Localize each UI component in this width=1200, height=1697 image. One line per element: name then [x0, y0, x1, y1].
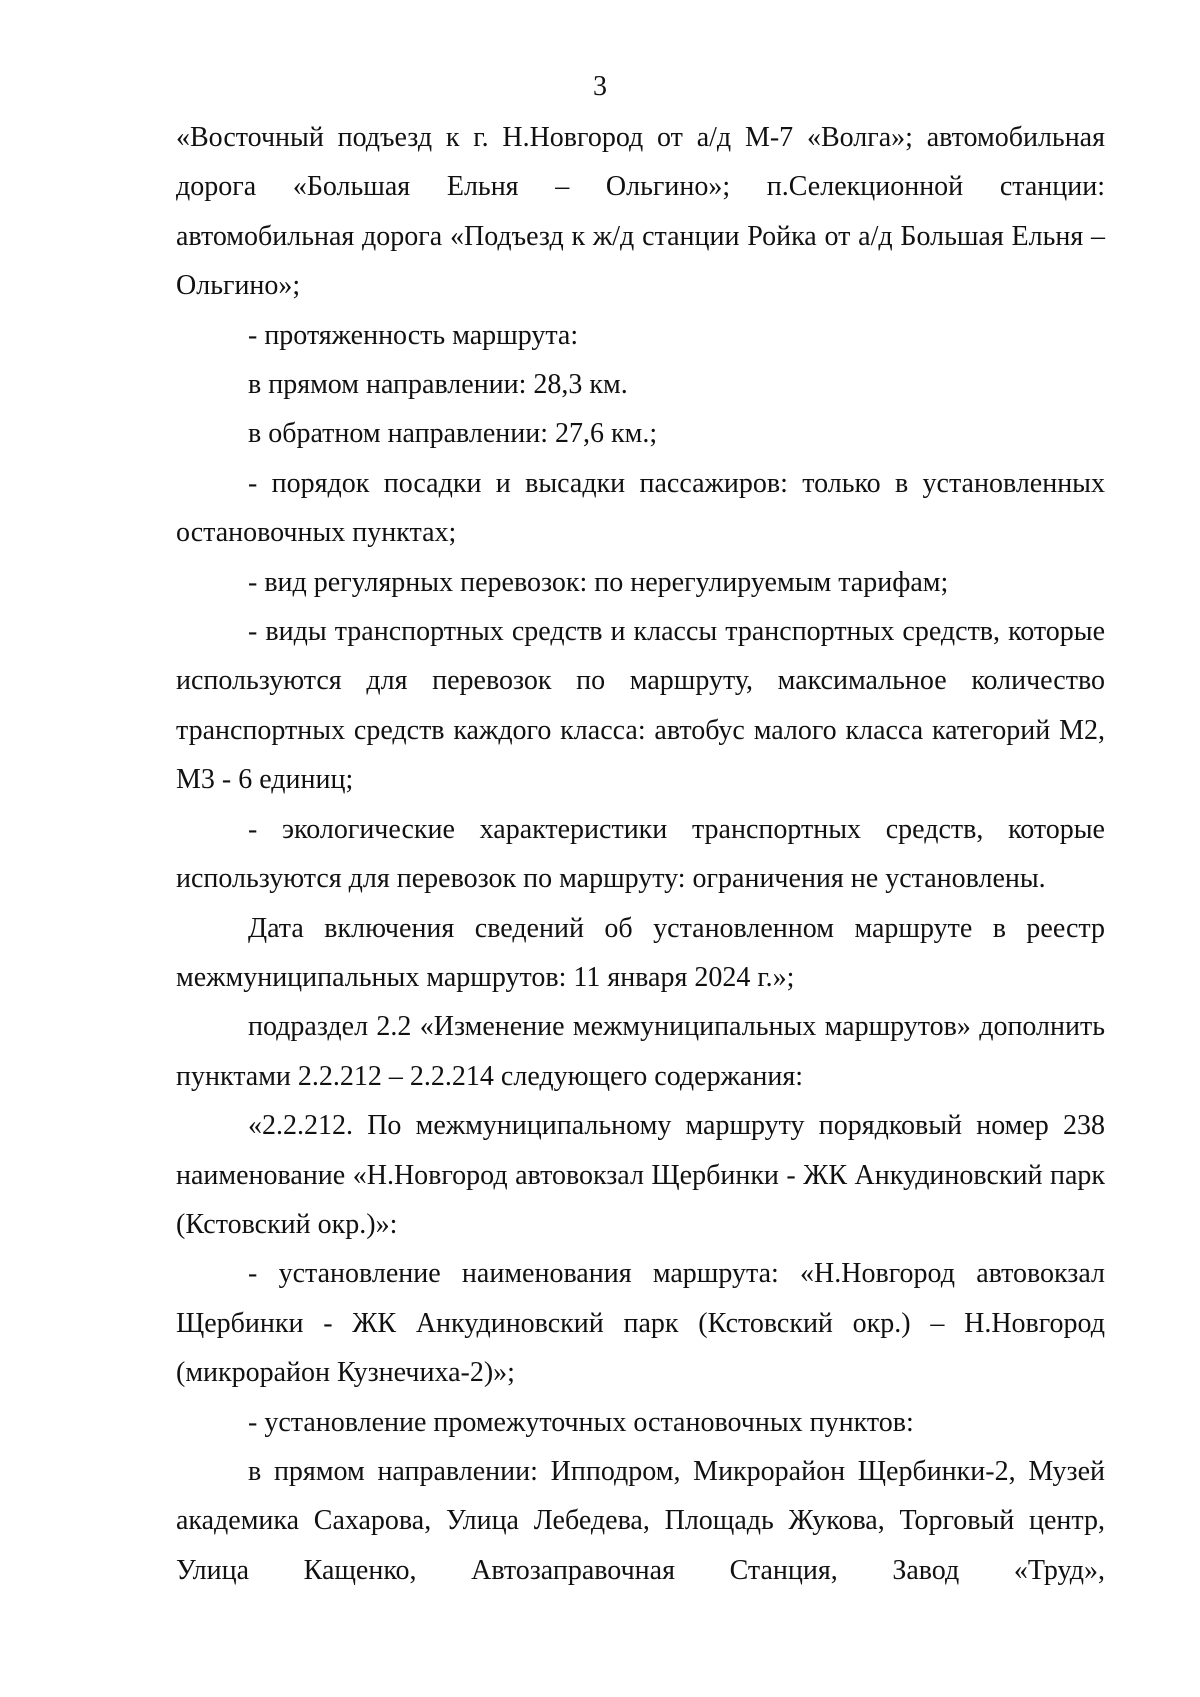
- page-number: 3: [593, 71, 607, 102]
- paragraph: в прямом направлении: Ипподром, Микрорайон Щербинки-2, Музей академика Сахарова, Улица Лебедева, Площадь Жукова, Торговый центр, Улица Кащенко, Автозаправочная Станция, Завод «Труд»,: [176, 1455, 1105, 1586]
- paragraph: - экологические характеристики транспортных средств, которые используются для перевозок по маршруту: ограничения не установлены.: [176, 813, 1105, 895]
- paragraph: «2.2.212. По межмуниципальному маршруту порядковый номер 238 наименование «Н.Новгород автовокзал Щербинки - ЖК Анкудиновский парк (Кстовский окр.)»:: [176, 1110, 1105, 1240]
- paragraph: в прямом направлении: 28,3 км.: [248, 369, 628, 401]
- paragraph: Дата включения сведений об установленном маршруте в реестр межмуниципальных маршрутов: 11 января 2024 г.»;: [176, 912, 1105, 993]
- paragraph: - установление промежуточных остановочных пунктов:: [248, 1406, 914, 1438]
- paragraph: в обратном направлении: 27,6 км.;: [248, 418, 658, 450]
- paragraph: - протяженность маршрута:: [248, 319, 579, 351]
- paragraph: «Восточный подъезд к г. Н.Новгород от а/д М-7 «Волга»; автомобильная дорога «Большая Ельня – Ольгино»; п.Селекционной станции: автомобильная дорога «Подъезд к ж/д станции Ройка от а/д Большая Ельня – Ольгино»;: [176, 122, 1105, 302]
- paragraph: - виды транспортных средств и классы транспортных средств, которые используются для перевозок по маршруту, максимальное количество транспортных средств каждого класса: автобус малого класса категорий М2, М3 - 6 единиц;: [176, 616, 1105, 796]
- paragraph: - установление наименования маршрута: «Н.Новгород автовокзал Щербинки - ЖК Анкудиновский парк (Кстовский окр.) – Н.Новгород (микрорайон Кузнечиха-2)»;: [176, 1258, 1105, 1389]
- paragraph: - вид регулярных перевозок: по нерегулируемым тарифам;: [248, 566, 949, 598]
- paragraph: - порядок посадки и высадки пассажиров: только в установленных остановочных пунктах;: [176, 467, 1105, 549]
- paragraph: подраздел 2.2 «Изменение межмуниципальных маршрутов» дополнить пунктами 2.2.212 – 2.2.214 следующего содержания:: [176, 1011, 1105, 1092]
- document-body: [176, 113, 1105, 1595]
